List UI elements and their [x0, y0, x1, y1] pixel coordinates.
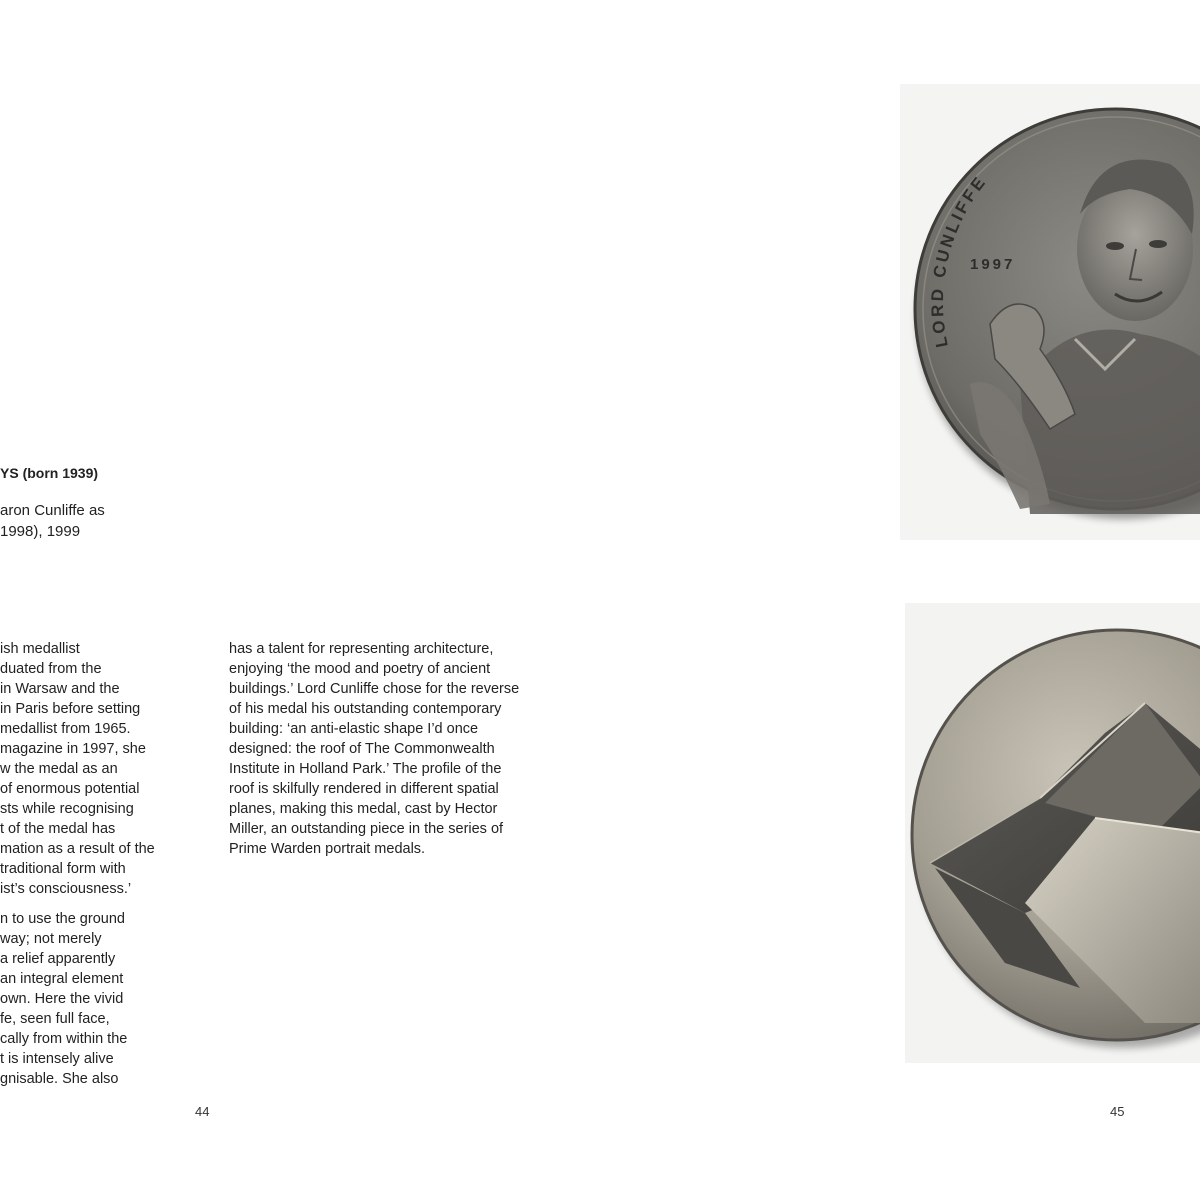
text-line: an integral element [0, 971, 124, 987]
text-line: own. Here the vivid [0, 991, 124, 1007]
text-line: planes, making this medal, cast by Hector [229, 801, 498, 817]
text-column-2 [229, 639, 559, 859]
text-line: Prime Warden portrait medals. [229, 841, 426, 857]
caption-line: aron Cunliffe as [0, 502, 105, 519]
text-line: medallist from 1965. [0, 721, 131, 737]
text-line: n to use the ground [0, 911, 125, 927]
text-line: gnisable. She also [0, 1071, 119, 1087]
text-line: building: ‘an anti-elastic shape I’d once [229, 721, 479, 737]
medal-inscription: LORD CUNLIFFE [927, 171, 991, 350]
text-line: Institute in Holland Park.’ The profile of the [229, 761, 502, 777]
text-line: ish medallist [0, 641, 80, 657]
paragraph [0, 909, 200, 1089]
text-line: buildings.’ Lord Cunliffe chose for the reverse [229, 681, 520, 697]
text-line: sts while recognising [0, 801, 134, 817]
text-line: has a talent for representing architecture, [229, 641, 494, 657]
text-line: fe, seen full face, [0, 1011, 110, 1027]
text-line: roof is skilfully rendered in different spatial [229, 781, 499, 797]
text-line: t is intensely alive [0, 1051, 114, 1067]
text-line: w the medal as an [0, 761, 118, 777]
page-number-left: 44 [195, 1104, 210, 1119]
reverse-medal-photo [905, 603, 1200, 1063]
text-line: Miller, an outstanding piece in the series of [229, 821, 504, 837]
text-line: duated from the [0, 661, 102, 677]
text-line: mation as a result of the [0, 841, 155, 857]
text-line: designed: the roof of The Commonwealth [229, 741, 495, 757]
paragraph [0, 639, 200, 899]
medal-year: 1997 [970, 256, 1016, 273]
text-line: t of the medal has [0, 821, 116, 837]
caption-line: 1998), 1999 [0, 523, 81, 540]
text-line: magazine in 1997, she [0, 741, 146, 757]
text-line: cally from within the [0, 1031, 128, 1047]
obverse-medal-photo [900, 84, 1200, 540]
text-line: a relief apparently [0, 951, 116, 967]
page-number-right: 45 [1110, 1104, 1125, 1119]
text-line: in Warsaw and the [0, 681, 120, 697]
medal-caption [0, 500, 200, 542]
paragraph [229, 639, 559, 859]
text-line: traditional form with [0, 861, 126, 877]
text-line: way; not merely [0, 931, 102, 947]
artist-heading: YS (born 1939) [0, 465, 99, 481]
text-line: in Paris before setting [0, 701, 141, 717]
text-line: ist’s consciousness.’ [0, 881, 132, 897]
text-line: of his medal his outstanding contemporary [229, 701, 502, 717]
text-line: of enormous potential [0, 781, 140, 797]
text-column-1 [0, 639, 200, 1089]
text-line: enjoying ‘the mood and poetry of ancient [229, 661, 491, 677]
